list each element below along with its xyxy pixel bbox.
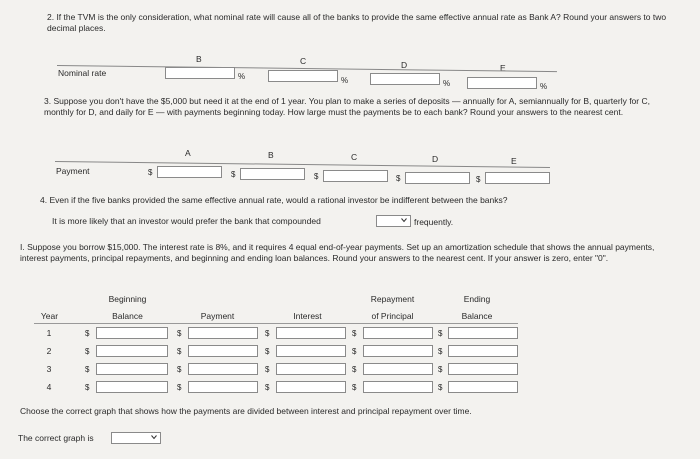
q3-dollar-c: $ [314,172,319,181]
q3-bank-e: E [511,156,517,166]
q2-pct-b: % [238,72,246,81]
amort-header-ending-1: Ending [463,294,491,304]
amort-header-year: Year [40,311,59,321]
q2-nominal-rate-c-input[interactable] [268,70,338,82]
q3-payment-d-input[interactable] [405,172,470,184]
payment-input[interactable] [188,327,258,339]
graph-prompt: Choose the correct graph that shows how the payments are divided between interest and principal repayment over time. [20,406,472,416]
q3-bank-a: A [185,148,191,158]
q3-dollar-a: $ [148,168,153,177]
amort-header-payment: Payment [200,311,235,321]
dollar-sign: $ [438,329,443,338]
year-cell: 3 [46,364,52,374]
chevron-down-icon [401,217,407,223]
q2-nominal-rate-b-input[interactable] [165,67,235,79]
amort-header-interest: Interest [293,311,322,321]
q3-text: 3. Suppose you don't have the $5,000 but need it at the end of 1 year. You plan to make a series of deposits — annually for A, semiannually for B, quarterly for C, monthly for D, and daily for E — with payments beginning today. How large must the payments be to each bank? Round your answers to the nearest cent. [44,96,650,117]
ending-balance-input[interactable] [448,327,518,339]
amort-header-repayment-1: Repayment [370,294,415,304]
q3-bank-d: D [432,154,439,164]
amort-header-beginning-1: Beginning [108,294,147,304]
interest-input[interactable] [276,345,346,357]
q2-text: 2. If the TVM is the only consideration, what nominal rate will cause all of the banks to provide the same effective annual rate as Bank A? Round your answers to two decimal places. [47,12,667,33]
principal-repayment-input[interactable] [363,363,433,375]
q4-line2-pre: It is more likely that an investor would prefer the bank that compounded [52,216,321,226]
chevron-down-icon [151,434,157,440]
ending-balance-input[interactable] [448,345,518,357]
q4-line2-post: frequently. [414,217,454,227]
graph-select[interactable] [111,432,161,444]
year-cell: 1 [46,328,52,338]
beginning-balance-input[interactable] [96,345,168,357]
principal-repayment-input[interactable] [363,327,433,339]
payment-input[interactable] [188,345,258,357]
dollar-sign: $ [85,365,90,374]
q3-payment-a-input[interactable] [157,166,222,178]
q4-text: 4. Even if the five banks provided the same effective annual rate, would a rational investor be indifferent between the banks? [40,195,508,205]
beginning-balance-input[interactable] [96,363,168,375]
dollar-sign: $ [265,347,270,356]
q3-dollar-b: $ [231,170,236,179]
q3-dollar-d: $ [396,174,401,183]
year-cell: 4 [46,382,52,392]
q2-row-label: Nominal rate [58,68,107,78]
q3-row-label: Payment [56,166,90,176]
amort-header-ending-2: Balance [461,311,493,321]
q2-nominal-rate-e-input[interactable] [467,77,537,89]
dollar-sign: $ [265,329,270,338]
dollar-sign: $ [352,329,357,338]
dollar-sign: $ [177,329,182,338]
dollar-sign: $ [85,329,90,338]
interest-input[interactable] [276,327,346,339]
q3-header-rule [55,161,550,168]
q2-pct-c: % [341,76,349,85]
q2-pct-d: % [443,79,451,88]
dollar-sign: $ [177,365,182,374]
interest-input[interactable] [276,363,346,375]
q2-pct-e: % [540,82,548,91]
payment-input[interactable] [188,381,258,393]
q3-payment-b-input[interactable] [240,168,305,180]
dollar-sign: $ [265,383,270,392]
dollar-sign: $ [85,347,90,356]
beginning-balance-input[interactable] [96,381,168,393]
dollar-sign: $ [177,347,182,356]
q2-bank-c: C [300,56,307,66]
q3-dollar-e: $ [476,175,481,184]
dollar-sign: $ [85,383,90,392]
q3-payment-e-input[interactable] [485,172,550,184]
amort-header-beginning-2: Balance [112,311,143,321]
principal-repayment-input[interactable] [363,381,433,393]
amort-header-repayment-2: of Principal [371,311,414,321]
q4-compounding-select[interactable] [376,215,411,227]
q2-bank-b: B [196,54,202,64]
ending-balance-input[interactable] [448,363,518,375]
dollar-sign: $ [352,365,357,374]
principal-repayment-input[interactable] [363,345,433,357]
q2-nominal-rate-d-input[interactable] [370,73,440,85]
ending-balance-input[interactable] [448,381,518,393]
q2-bank-d: D [401,60,408,70]
beginning-balance-input[interactable] [96,327,168,339]
q2-bank-e: E [500,63,506,73]
dollar-sign: $ [352,347,357,356]
dollar-sign: $ [352,383,357,392]
graph-label: The correct graph is [18,433,94,443]
q3-payment-c-input[interactable] [323,170,388,182]
payment-input[interactable] [188,363,258,375]
year-cell: 2 [46,346,52,356]
q3-bank-b: B [268,150,274,160]
dollar-sign: $ [438,365,443,374]
dollar-sign: $ [177,383,182,392]
q3-bank-c: C [351,152,358,162]
amort-text: I. Suppose you borrow $15,000. The interest rate is 8%, and it requires 4 equal end-of-year payments. Set up an amortization schedule that shows the annual payments, interest payments, principal repayments, and beginning and ending loan balances. Round your answers to the nearest cent. If your answer is zero, enter "0". [20,242,655,263]
dollar-sign: $ [438,347,443,356]
dollar-sign: $ [438,383,443,392]
interest-input[interactable] [276,381,346,393]
dollar-sign: $ [265,365,270,374]
amort-header-rule [34,323,518,324]
